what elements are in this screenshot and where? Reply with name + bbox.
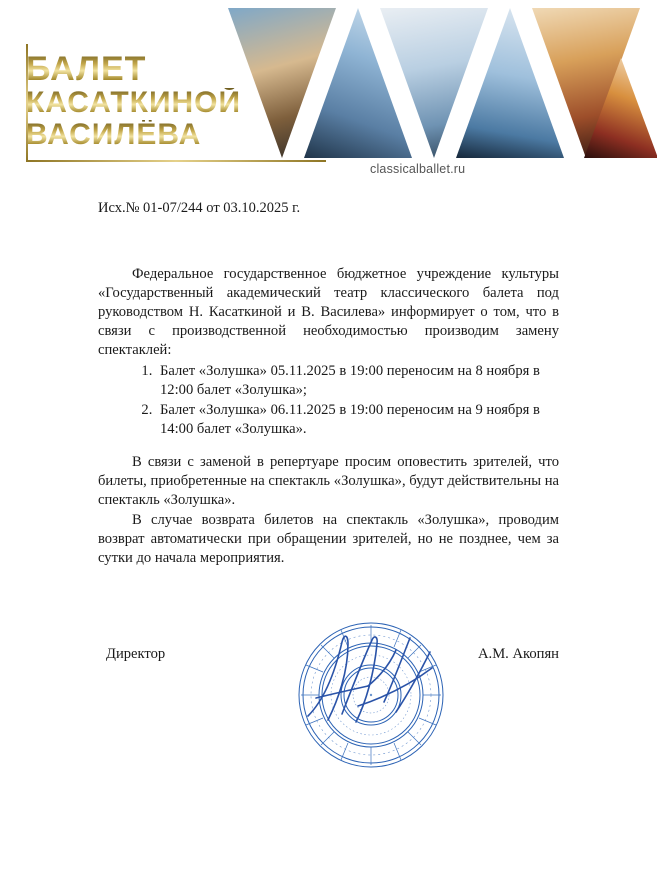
document-body — [0, 186, 657, 788]
logo-line-1: БАЛЕТ — [26, 52, 256, 86]
website-url: classicalballet.ru — [370, 162, 466, 176]
list-item: 2. Балет «Золушка» 06.11.2025 в 19:00 переносим на 9 ноября в 14:00 балет «Золушка». — [156, 401, 559, 439]
reference-number: Исх.№ 01-07/244 от 03.10.2025 г. — [98, 200, 301, 216]
paragraph-tickets-valid: В связи с заменой в репертуаре просим оповестить зрителей, что билеты, приобретенные на спектакль «Золушка», будут действительны на спектакль «Золушка». — [98, 453, 559, 508]
ballet-photo-collage — [228, 8, 643, 160]
handwritten-signature — [298, 628, 468, 748]
schedule-changes-list — [98, 362, 559, 439]
theatre-logo — [26, 52, 256, 152]
letterhead — [0, 0, 657, 186]
signature-block — [98, 638, 559, 788]
letter-content — [98, 265, 559, 568]
paragraph-refund: В случае возврата билетов на спектакль «Золушка», проводим возврат автоматически при обращении зрителей, но не позднее, чем за сутки до начала мероприятия. — [98, 511, 559, 566]
logo-line-3: ВАСИЛЁВА — [26, 120, 256, 150]
list-item: 1. Балет «Золушка» 05.11.2025 в 19:00 переносим на 8 ноября в 12:00 балет «Золушка»; — [156, 362, 559, 400]
paragraph-intro: Федеральное государственное бюджетное учреждение культуры «Государственный академический театр классического балета под руководством Н. Касаткиной и В. Василева» информирует о том, что в связи с производственной необходимостью производим замену спектаклей: — [98, 266, 559, 358]
logo-line-2: КАСАТКИНОЙ — [26, 88, 256, 118]
signatory-name: А.М. Акопян — [478, 645, 559, 662]
logo-horizontal-rule — [26, 160, 326, 162]
signatory-title: Директор — [106, 645, 166, 662]
